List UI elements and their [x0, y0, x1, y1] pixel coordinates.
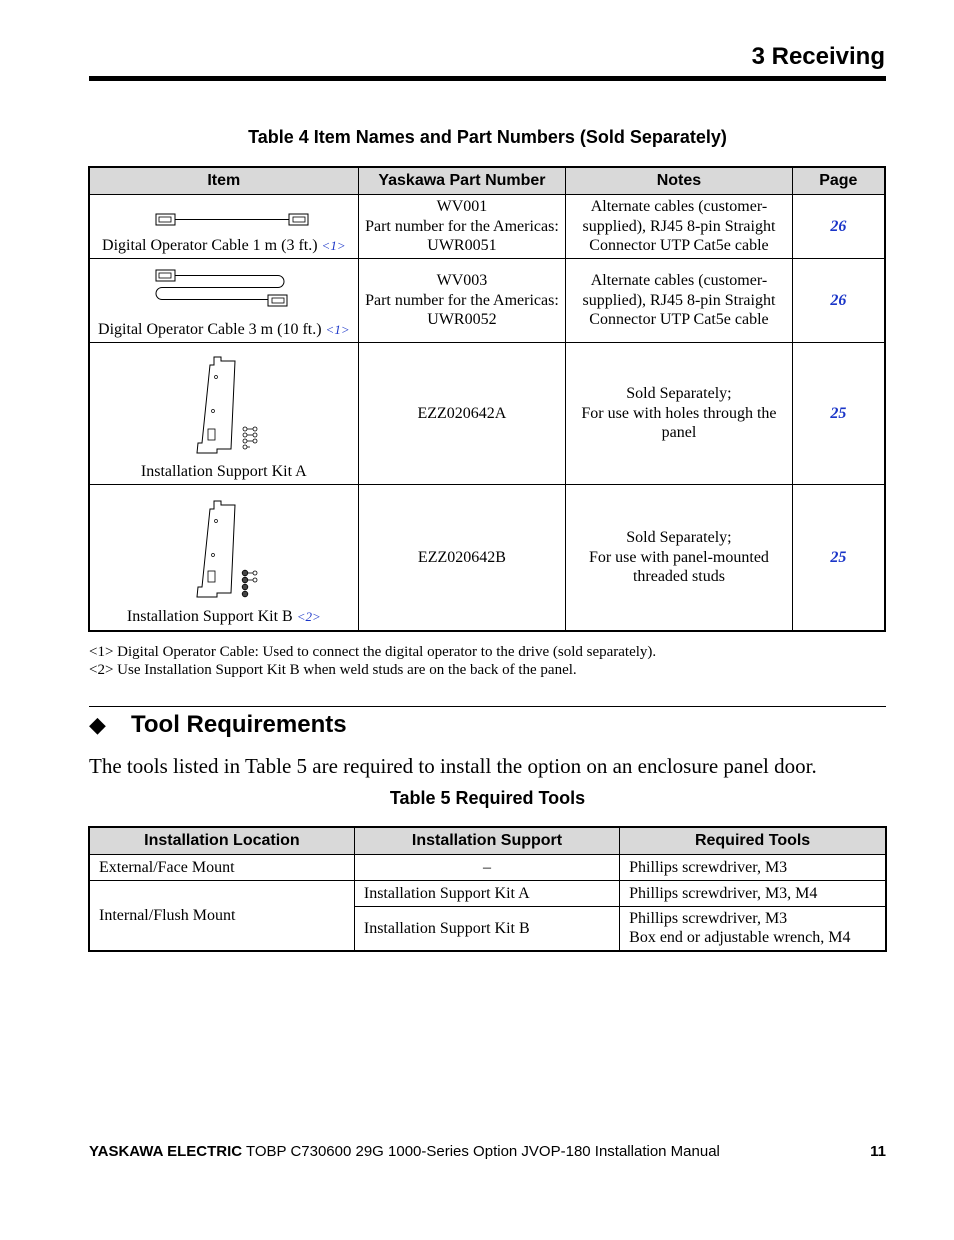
- notes-cell: [566, 195, 792, 259]
- tools-line: Box end or adjustable wrench, M4: [629, 929, 851, 947]
- footnote: <2> Use Installation Support Kit B when weld studs are on the back of the panel.: [89, 661, 577, 678]
- page-cell: [792, 343, 885, 485]
- page-link[interactable]: 25: [830, 404, 847, 422]
- part-number-americas: UWR0052: [427, 311, 497, 329]
- part-number: WV003: [436, 272, 488, 290]
- part-number-americas-label: Part number for the Americas:: [365, 291, 559, 309]
- section-title: Tool Requirements: [131, 711, 347, 738]
- part-number-cell: [358, 195, 566, 259]
- part-number: EZZ020642A: [417, 404, 507, 422]
- tools-line: Phillips screwdriver, M3: [629, 910, 788, 928]
- notes-cell: [566, 259, 792, 343]
- support-kit-b-illustration: [90, 485, 360, 605]
- item-label: [90, 236, 358, 256]
- table-header-row: [89, 827, 886, 855]
- notes-line: Alternate cables (customer-: [590, 198, 768, 216]
- support-kit-a-illustration: [90, 343, 360, 463]
- section-heading: [89, 710, 347, 740]
- column-header: Installation Support: [354, 827, 619, 855]
- table-header-row: [89, 167, 885, 195]
- table-row: [89, 343, 885, 485]
- part-number-cell: [358, 259, 566, 343]
- footer-doc-title: [89, 1143, 720, 1160]
- support-cell: Installation Support Kit A: [354, 881, 619, 907]
- column-header: Required Tools: [620, 827, 886, 855]
- item-cell: [89, 343, 358, 485]
- page-cell: [792, 195, 885, 259]
- part-number: EZZ020642B: [417, 548, 506, 566]
- table-row: [89, 881, 886, 907]
- footnote-ref[interactable]: <2>: [296, 609, 321, 624]
- page-footer: [89, 1143, 886, 1160]
- required-tools-table: [88, 826, 887, 952]
- location-cell: External/Face Mount: [89, 855, 354, 881]
- table-row: [89, 485, 885, 631]
- chapter-title: 3 Receiving: [751, 43, 885, 70]
- notes-line: supplied), RJ45 8-pin Straight: [582, 291, 776, 309]
- notes-line: Alternate cables (customer-: [590, 272, 768, 290]
- notes-line: For use with holes through the: [581, 404, 777, 422]
- footnote: <1> Digital Operator Cable: Used to connect the digital operator to the drive (sold separately).: [89, 644, 657, 660]
- column-header: Notes: [566, 167, 792, 195]
- notes-line: Connector UTP Cat5e cable: [589, 237, 769, 255]
- notes-line: threaded studs: [632, 568, 725, 585]
- tools-cell: Phillips screwdriver, M3, M4: [620, 881, 886, 907]
- item-label: [90, 607, 358, 627]
- item-name: Installation Support Kit B: [126, 608, 293, 625]
- cable-3m-illustration: [90, 259, 360, 319]
- item-name: Installation Support Kit A: [140, 462, 307, 480]
- table4-footnotes: [89, 644, 656, 679]
- item-cell: [89, 195, 358, 259]
- notes-line: For use with panel-mounted: [588, 548, 769, 566]
- column-header: Page: [792, 167, 885, 195]
- page-number: 11: [870, 1143, 886, 1160]
- notes-cell: [566, 485, 792, 631]
- part-number-cell: [358, 343, 566, 485]
- notes-line: panel: [661, 424, 697, 442]
- page-cell: [792, 485, 885, 631]
- header-rule: [89, 76, 886, 81]
- tools-cell: Phillips screwdriver, M3: [620, 855, 886, 881]
- item-label: [90, 462, 358, 482]
- part-number-americas-label: Part number for the Americas:: [365, 217, 559, 235]
- table4-caption: Table 4 Item Names and Part Numbers (Sold Separately): [248, 127, 727, 147]
- part-number-americas: UWR0051: [427, 237, 497, 255]
- table5-caption: Table 5 Required Tools: [389, 788, 586, 808]
- page-cell: [792, 259, 885, 343]
- footnote-ref[interactable]: <1>: [325, 321, 350, 337]
- notes-cell: [566, 343, 792, 485]
- page-link[interactable]: 26: [830, 217, 847, 235]
- notes-line: supplied), RJ45 8-pin Straight: [582, 217, 776, 235]
- cable-1m-illustration: [90, 195, 360, 235]
- column-header: Item: [89, 167, 358, 195]
- column-header: Yaskawa Part Number: [358, 167, 566, 195]
- notes-line: Sold Separately;: [626, 529, 732, 546]
- part-number: WV001: [436, 198, 488, 216]
- section-rule: [89, 706, 886, 707]
- footnote-ref[interactable]: <1>: [321, 237, 346, 253]
- notes-line: Connector UTP Cat5e cable: [589, 311, 769, 329]
- table-row: [89, 259, 885, 343]
- footer-doc: TOBP C730600 29G 1000-Series Option JVOP-180 Installation Manual: [242, 1143, 720, 1160]
- footer-brand: YASKAWA ELECTRIC: [89, 1143, 243, 1160]
- column-header: Installation Location: [89, 827, 354, 855]
- item-cell: [89, 259, 358, 343]
- location-cell: Internal/Flush Mount: [89, 881, 354, 951]
- item-name: Digital Operator Cable 3 m (10 ft.): [98, 320, 322, 338]
- item-table: [88, 166, 886, 632]
- item-name: Digital Operator Cable 1 m (3 ft.): [102, 236, 318, 254]
- part-number-cell: [358, 485, 566, 631]
- tools-cell: [620, 907, 886, 951]
- diamond-bullet-icon: ◆: [89, 712, 106, 737]
- section-paragraph: The tools listed in Table 5 are required to install the option on an enclosure panel door.: [89, 754, 817, 778]
- page-link[interactable]: 25: [830, 548, 847, 566]
- table-row: [89, 855, 886, 881]
- table-row: [89, 195, 885, 259]
- item-label: [90, 320, 358, 340]
- notes-line: Sold Separately;: [626, 385, 732, 403]
- page-link[interactable]: 26: [830, 291, 847, 309]
- support-cell: Installation Support Kit B: [354, 907, 619, 951]
- support-cell: –: [354, 855, 619, 881]
- item-cell: [89, 485, 358, 631]
